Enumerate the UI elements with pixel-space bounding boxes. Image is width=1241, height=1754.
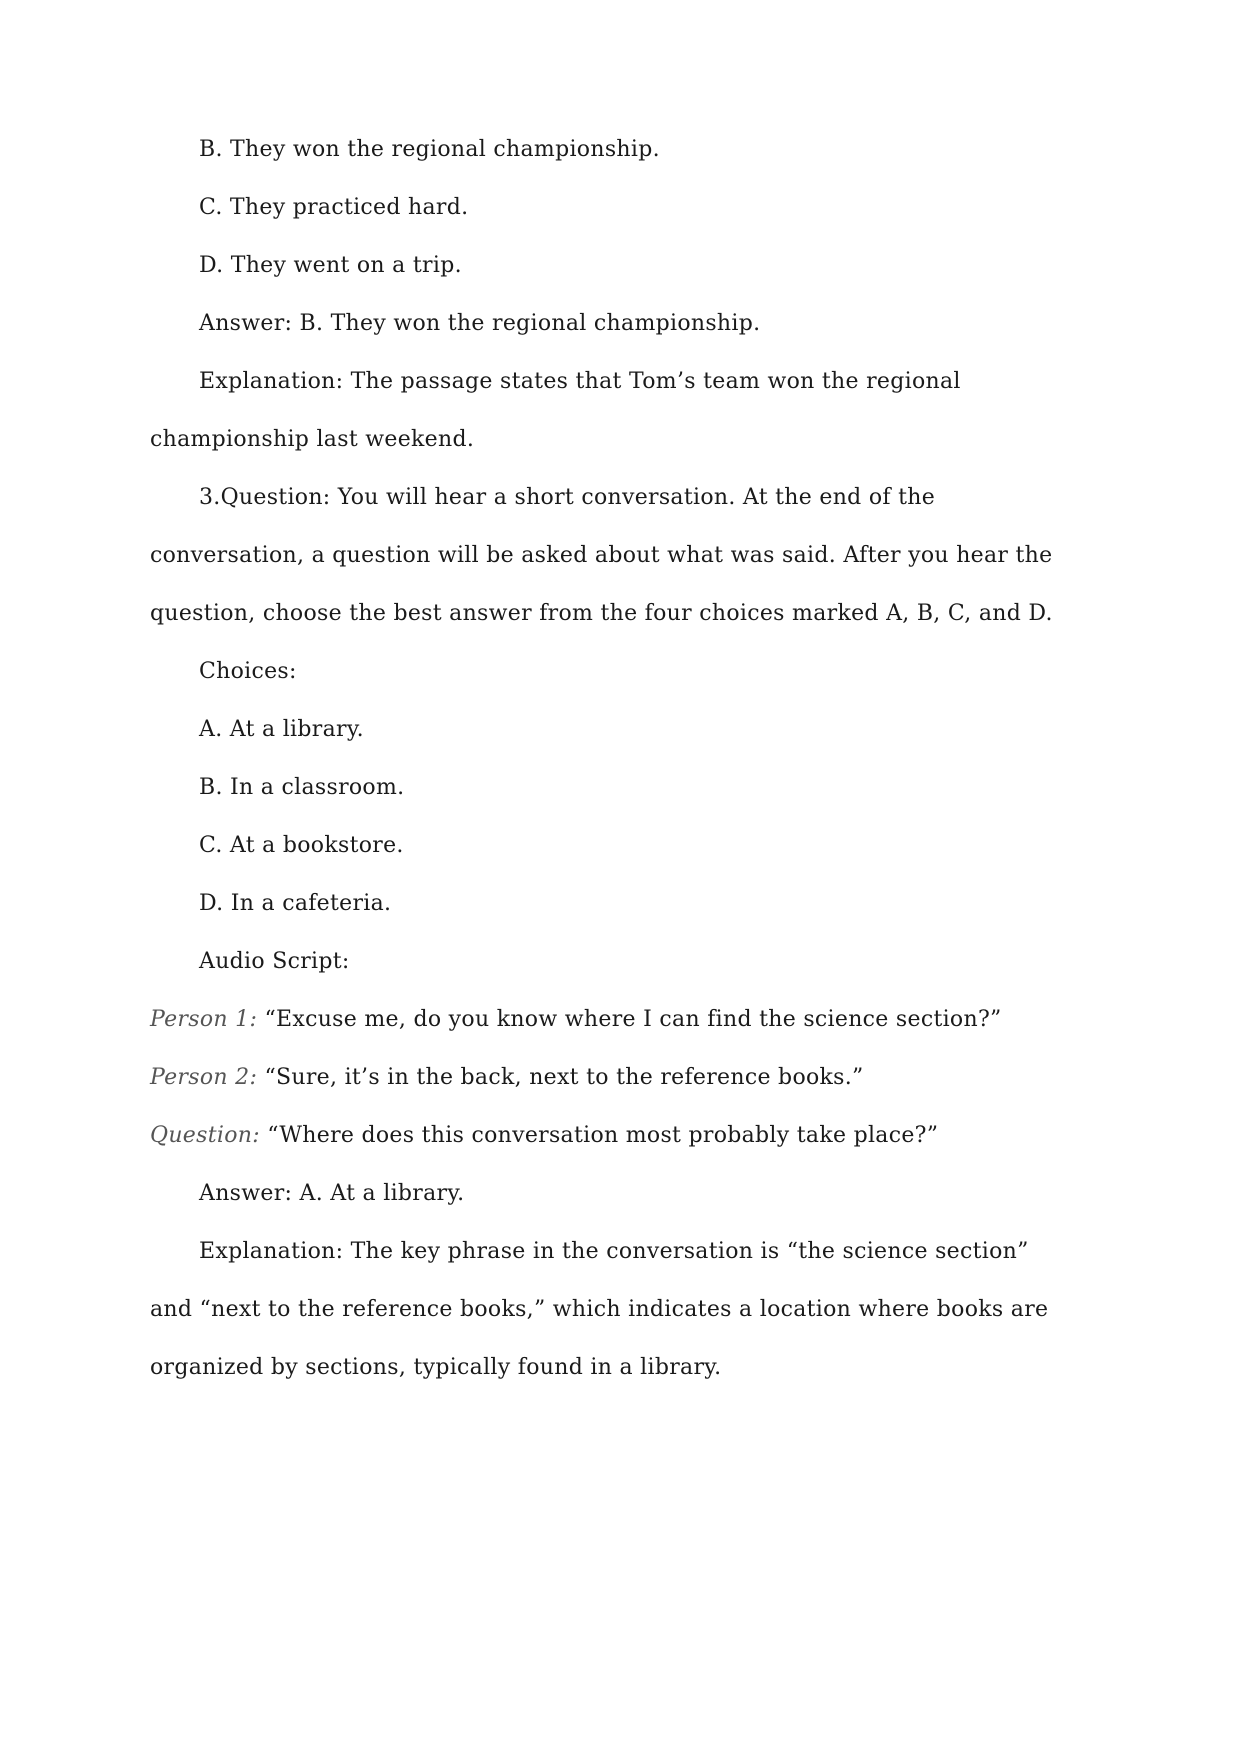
q3-audio-script-label: Audio Script: [199, 949, 350, 974]
q3-question-line-3: question, choose the best answer from the four choices marked A, B, C, and D. [150, 601, 1053, 626]
q3-choice-a: A. At a library. [199, 717, 364, 742]
q2-choice-d: D. They went on a trip. [199, 253, 462, 278]
q3-explanation-line-3: organized by sections, typically found in a library. [150, 1355, 722, 1380]
script-text: “Excuse me, do you know where I can find the science section?” [264, 1007, 1002, 1032]
q3-choice-d: D. In a cafeteria. [199, 891, 392, 916]
q2-choice-c: C. They practiced hard. [199, 195, 469, 220]
speaker-label: Person 1: [150, 1007, 258, 1032]
q3-explanation-line-1: Explanation: The key phrase in the conversation is “the science section” [199, 1239, 1029, 1264]
q3-explanation-line-2: and “next to the reference books,” which indicates a location where books are [150, 1297, 1049, 1322]
speaker-label: Person 2: [150, 1065, 258, 1090]
q3-choice-c: C. At a bookstore. [199, 833, 404, 858]
q2-answer: Answer: B. They won the regional championship. [199, 311, 761, 336]
script-text: “Where does this conversation most probably take place?” [267, 1123, 939, 1148]
q3-choices-label: Choices: [199, 659, 297, 684]
q3-question-line-2: conversation, a question will be asked about what was said. After you hear the [150, 543, 1053, 568]
q3-question-line-1: 3.Question: You will hear a short conversation. At the end of the [199, 485, 936, 510]
q3-choice-b: B. In a classroom. [199, 775, 405, 800]
script-line-person-1 [150, 1005, 1002, 1035]
q2-explanation-line-2: championship last weekend. [150, 427, 475, 452]
q2-choice-b: B. They won the regional championship. [199, 137, 660, 162]
script-line-person-2 [150, 1063, 864, 1093]
script-text: “Sure, it’s in the back, next to the reference books.” [264, 1065, 864, 1090]
speaker-label: Question: [150, 1123, 260, 1148]
q2-explanation-line-1: Explanation: The passage states that Tom’s team won the regional [199, 369, 961, 394]
script-line-question [150, 1121, 938, 1151]
q3-answer: Answer: A. At a library. [199, 1181, 465, 1206]
